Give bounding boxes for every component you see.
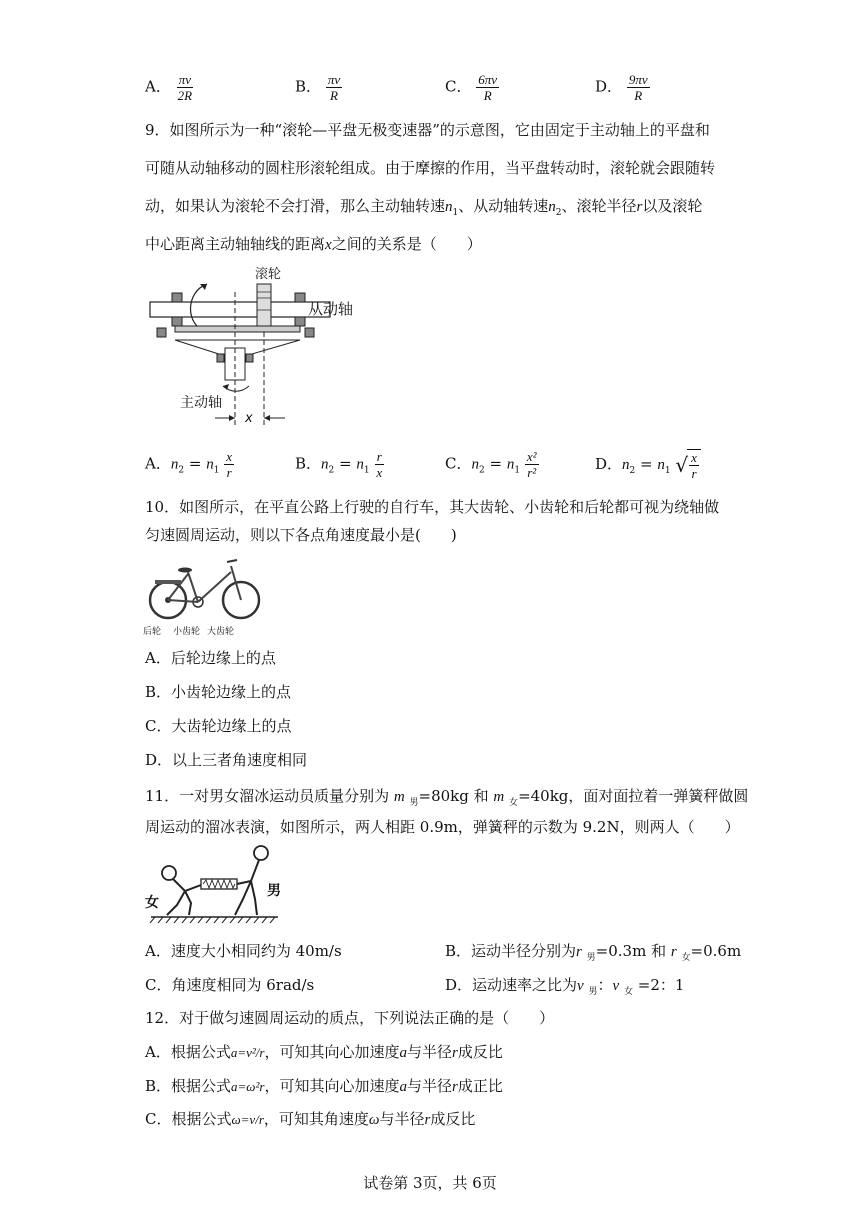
flat-plate bbox=[175, 326, 300, 332]
driven-shaft bbox=[150, 302, 330, 317]
q11-option-d: D．运动速率之比为v $_男$：v $_女$ =2：1 bbox=[445, 976, 685, 997]
q11-option-c: C．角速度相同为 6rad/s bbox=[145, 976, 315, 994]
q12-stem: 12．对于做匀速圆周运动的质点，下列说法正确的是（ ） bbox=[145, 1009, 555, 1027]
q11-stem-line-1: 11．一对男女溜冰运动员质量分别为 m $_男$=80kg 和 m $_女$=40kg，面对面拉着一弹簧秤做圆 bbox=[145, 787, 749, 808]
q9-option-b: B．$n_2 = n_1$ $\frac{r}{x}$ bbox=[295, 449, 383, 480]
q10-bicycle-figure bbox=[143, 552, 263, 640]
page-footer: 试卷第 3页，共 6页 bbox=[363, 1174, 497, 1192]
q10-stem-line-2: 匀速圆周运动，则以下各点角速度最小是( ) bbox=[145, 526, 457, 544]
q10-option-a: A．后轮边缘上的点 bbox=[145, 649, 276, 667]
q10-option-c: C．大齿轮边缘上的点 bbox=[145, 717, 292, 735]
bearing-2 bbox=[172, 317, 182, 326]
q10-option-b: B．小齿轮边缘上的点 bbox=[145, 683, 292, 701]
q8-option-b-fraction: $\frac{\pi v}{R}$ bbox=[327, 72, 341, 103]
q9-stem-line-3: 动，如果认为滚轮不会打滑，那么主动轴转速$n_1$、从动轴转速$n_2$、滚轮半径r以及滚轮 bbox=[145, 197, 703, 218]
label-female: 女 bbox=[145, 895, 159, 911]
q8-option-d-fraction: $\frac{9\pi v}{R}$ bbox=[628, 72, 648, 103]
q9-transmission-figure bbox=[145, 262, 355, 432]
bearing-4 bbox=[295, 317, 305, 326]
q8-option-a-fraction: $\frac{\pi v}{2R}$ bbox=[177, 72, 193, 103]
label-big-gear: 大齿轮 bbox=[207, 627, 235, 637]
q12-option-c: C．根据公式ω=v/r，可知其角速度ω与半径r成反比 bbox=[145, 1110, 476, 1128]
q11-option-a: A．速度大小相同约为 40m/s bbox=[145, 942, 342, 960]
q8-option-d: D． $\frac{9\pi v}{R}$ bbox=[595, 72, 648, 103]
q8-option-c: C． $\frac{6\pi v}{R}$ bbox=[445, 72, 498, 103]
label-x: x bbox=[245, 411, 253, 426]
male-skater-head bbox=[254, 846, 268, 860]
roller bbox=[257, 284, 271, 326]
label-rear-wheel: 后轮 bbox=[143, 627, 162, 637]
q11-stem-line-2: 周运动的溜冰表演，如图所示，两人相距 0.9m，弹簧秤的示数为 9.2N，则两人（ ） bbox=[145, 818, 740, 836]
q8-option-b: B． $\frac{\pi v}{R}$ bbox=[295, 72, 341, 103]
q11-skaters-figure bbox=[143, 843, 283, 929]
q12-option-b: B．根据公式a=ω²r，可知其向心加速度a与半径r成正比 bbox=[145, 1077, 503, 1095]
label-small-gear: 小齿轮 bbox=[173, 627, 201, 637]
label-roller: 滚轮 bbox=[255, 267, 282, 282]
label-driving-shaft: 主动轴 bbox=[180, 395, 222, 411]
female-skater-head bbox=[162, 866, 176, 880]
bearing-3 bbox=[295, 293, 305, 302]
q9-stem-line-1: 9．如图所示为一种“滚轮—平盘无极变速器”的示意图，它由固定于主动轴上的平盘和 bbox=[145, 121, 710, 139]
label-male: 男 bbox=[267, 883, 281, 899]
q12-option-a: A．根据公式a=v²/r，可知其向心加速度a与半径r成反比 bbox=[145, 1043, 503, 1061]
q8-option-c-fraction: $\frac{6\pi v}{R}$ bbox=[478, 72, 498, 103]
label-driven-shaft: 从动轴 bbox=[308, 300, 354, 318]
q10-stem-line-1: 10．如图所示，在平直公路上行驶的自行车，其大齿轮、小齿轮和后轮都可视为绕轴做 bbox=[145, 498, 720, 516]
q9-stem-line-4: 中心距离主动轴轴线的距离x之间的关系是（ ） bbox=[145, 235, 482, 253]
q10-option-d: D．以上三者角速度相同 bbox=[145, 751, 308, 769]
q9-option-d: D．$n_2 = n_1$ √ $\frac{x}{r}$ bbox=[595, 449, 701, 481]
q11-option-b: B．运动半径分别为r $_男$=0.3m 和 r $_女$=0.6m bbox=[445, 942, 742, 963]
q8-option-a: A． $\frac{\pi v}{2R}$ bbox=[145, 72, 193, 103]
q9-option-a: A．$n_2 = n_1$ $\frac{x}{r}$ bbox=[145, 449, 232, 480]
q9-stem-line-2: 可随从动轴移动的圆柱形滚轮组成。由于摩擦的作用，当平盘转动时，滚轮就会跟随转 bbox=[145, 159, 716, 177]
bearing-1 bbox=[172, 293, 182, 302]
q9-option-c: C．$n_2 = n_1$ $\frac{\text{x²}}{\text{r²}}$ bbox=[445, 449, 537, 480]
